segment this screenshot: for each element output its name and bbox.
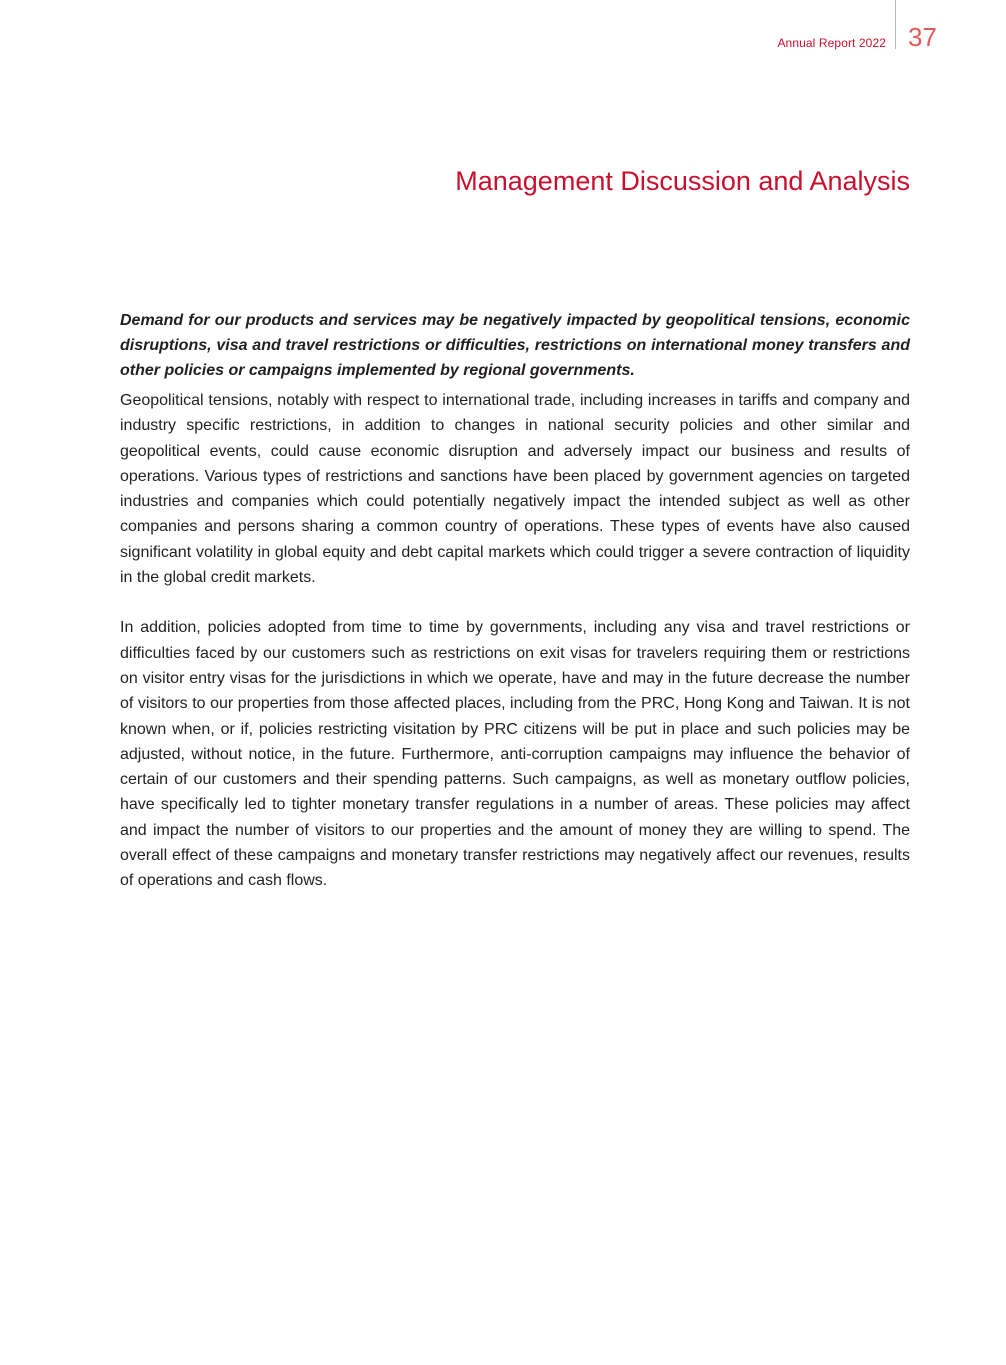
risk-factor-heading: Demand for our products and services may be negatively impacted by geopolitical tensions, economic disruptions, visa and travel restrictions or difficulties, restrictions on international money transfers and other policies or campaigns implemented by regional governments. [120,312,910,379]
running-header [0,0,1006,60]
body-paragraph-1: Geopolitical tensions, notably with respect to international trade, including increases in tariffs and company and industry specific restrictions, in addition to changes in national security policies and other similar and geopolitical events, could cause economic disruption and adversely impact our business and results of operations. Various types of restrictions and sanctions have been placed by government agencies on targeted industries and companies which could potentially negatively impact the intended subject as well as other companies and persons sharing a common country of operations. These types of events have also caused significant volatility in global equity and debt capital markets which could trigger a severe contraction of liquidity in the global credit markets. [120,392,910,587]
header-divider [895,0,896,49]
report-label: Annual Report 2022 [777,36,886,50]
section-title: Management Discussion and Analysis [455,166,910,196]
page-number: 37 [908,22,937,52]
body-paragraph-2: In addition, policies adopted from time to time by governments, including any visa and travel restrictions or difficulties faced by our customers such as restrictions on exit visas for travelers requiring them or restrictions on visitor entry visas for the jurisdictions in which we operate, have and may in the future decrease the number of visitors to our properties from those affected places, including from the PRC, Hong Kong and Taiwan. It is not known when, or if, policies restricting visitation by PRC citizens will be put in place and such policies may be adjusted, without notice, in the future. Furthermore, anti-corruption campaigns may influence the behavior of certain of our customers and their spending patterns. Such campaigns, as well as monetary outflow policies, have specifically led to tighter monetary transfer regulations in a number of areas. These policies may affect and impact the number of visitors to our properties and the amount of money they are willing to spend. The overall effect of these campaigns and monetary transfer restrictions may negatively affect our revenues, results of operations and cash flows. [120,619,910,890]
risk-factor-section [120,308,910,894]
